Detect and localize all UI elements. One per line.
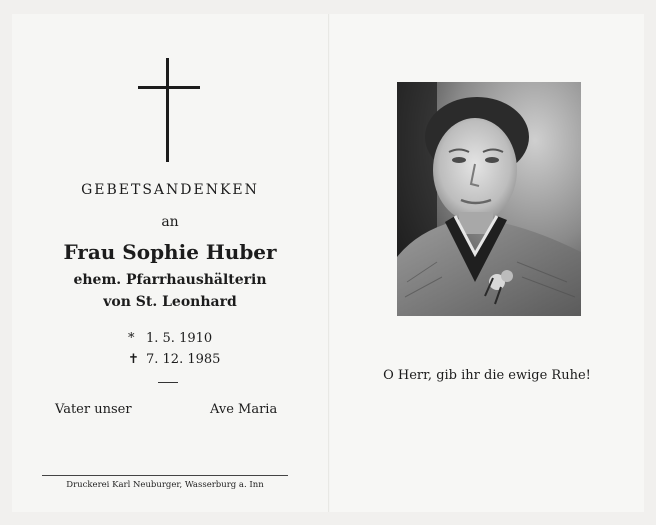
portrait-illustration <box>397 82 581 316</box>
divider <box>158 382 178 383</box>
cross-vertical-bar <box>166 58 169 162</box>
card-heading: GEBETSANDENKEN <box>81 182 259 198</box>
printer-divider <box>42 475 288 476</box>
birth-date: 1. 5. 1910 <box>146 331 213 346</box>
death-date: 7. 12. 1985 <box>146 352 221 367</box>
deceased-role: ehem. Pfarrhaushälterin <box>73 272 267 288</box>
birth-symbol: * <box>128 331 135 346</box>
birth-row <box>128 328 220 349</box>
life-dates <box>128 328 220 370</box>
cross-horizontal-bar <box>138 86 200 89</box>
death-symbol: ✝ <box>128 352 139 367</box>
prayer-ave-maria: Ave Maria <box>210 402 278 417</box>
deceased-name: Frau Sophie Huber <box>63 240 277 264</box>
card-an: an <box>161 214 179 230</box>
eternal-rest-prayer: O Herr, gib ihr die ewige Ruhe! <box>383 368 591 383</box>
death-row <box>128 349 220 370</box>
prayer-vater-unser: Vater unser <box>55 402 132 417</box>
deceased-place: von St. Leonhard <box>103 294 237 310</box>
cross-icon <box>138 58 200 162</box>
portrait-photo <box>397 82 581 316</box>
printer-credit: Druckerei Karl Neuburger, Wasserburg a. Inn <box>66 480 264 490</box>
